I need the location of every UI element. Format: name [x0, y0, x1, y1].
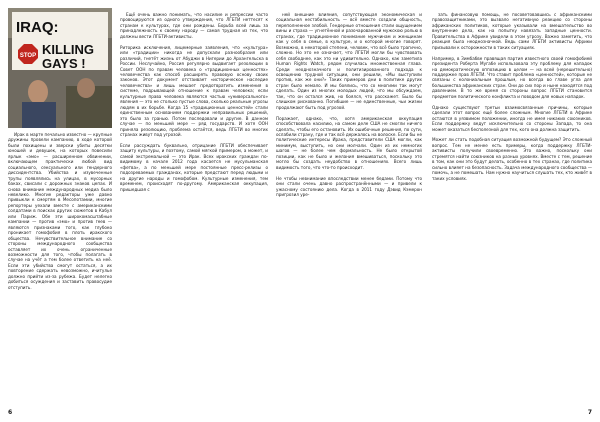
page-number-right: 7 [587, 409, 592, 416]
column-1-text: Ирак в марте печально известно — крупные дружины провели кампанию, в ходе которой были похищены и зверски убиты десятки юношей и девушек, на которых повесили ярлык «эмо» — расширенном обвинении, включающем практически любой вид социального, сексуального или гендерного диссидентства. Убийства и изувеченные трупы появлялись на улицах, в мусорных баках, свисали с дорожных знаков цепах. И снова внимание международных медиа было невелико. Многие редакторы уже давно привыкли к смертям в Месопотамии, многие репортеры уехали вместе с американскими солдатами в поисках других сюжетов в Кабул или Париж. Обе эти широкомасштабные кампании — против «эмо» и против геев — являются признаками того, как глубоко проникает гомофобия в плоть иракского общества. Нечувствительное внимание со стороны международного сообщества оставляет их очень ограниченные возможности для того, чтобы полагать в случае на учёт а тем более ответить на неё. Если эти убийства смогут остаться, а их повторение сдержать невозможно, ичитулье должно прийти из-за рубежа. Будет нелегко добиться осуждения и заставить правосудие отступить. [8, 132, 112, 290]
column-2 [120, 12, 268, 192]
sign-stop-text: STOP [19, 53, 37, 59]
column-4-text: зать финансовую помощь, не посоветовавшись с африканскими правозащитниками, это вызвало негативную реакцию со стороны африканских политиков, которые указывали на вмешательство во внутренние дела, как на попытку навязать западные ценности. Правительства в Африке увидели в этом угрозу. Важно заметить, что реакция была неоднозначной. Ведь сами ЛГБТИ активисты Африки призывали к осторожности в таких ситуациях. Например, в Зимбабве правящая партия известного своей гомофобией президента Роберта Мугабе использовала эту проблему для нападок на демократическую оппозицию в целом — на всей (нерешительно) поддержке прав ЛГБТИ. Что ставит проблема «ценностей», которые не связаны с колониальным прошлым, но всегда во главе угла для большинства африканских стран. Они до сих пор и ныне находятся под давлением. В то же время со стороны вопрос ЛГБТИ становится предметом политического конфликта и поводом для новых нападок. Однако существуют третьи взаимосвязанные причины, которые сделали этот вопрос ещё более сложным. Многие ЛГБТИ в Африке остаются в уязвимом положении, иногда не имея никаких союзников. Если поддержку ведут исключительно со стороны Запада, то она может оказаться бесполезной для тех, кого она должна защитить. Может ли стать подобная ситуация возможной будущем? Это сложный вопрос. Тем не менее есть примеры, когда поддержку ЛГБТИ-активисты получили своевременно. Это важно, поскольку они стремятся найти союзников на разных уровнях. Вместе с тем, решение в том, как они это будут делать, особенно в тех странах, где политика сильно влияет на безопасность. Задача международного сообщества — помочь, а не помешать. Нам нужно научиться слушать тех, кто живёт в таких условиях. [432, 12, 592, 181]
column-2-text: Ещё очень важно понимать, что насилие и репрессии часто провоцируются из одного утверждения, что ЛГБТИ неттесят к странам к культурах, где они рождены. Борьба всей лишь за принадлежность к своему народу — самая трудная из тех, что должны вести ЛГБТИ-активисты. Риторика исключения, лицемерные заявления, что «культура» или «традиции» никогда не допускали разнообразия или различий, гнетёт жизнь от Абуджи в Нигерии до Архангельска в России. Неслучайно, Россия регулярно выдвигает резолюции в Совет ООН по правам человека о «традиционных ценностях» человечества как способ расширять правовую основу своих законов. Этот документ отстаивает «историческое наследие человечества» и лишь мешает предотвратить изменения в системе, подрывающей отношение к правам человека; если культурные права человека являются частью «универсального» явления — это не столько пустые слова, сколько реальные угрозы людям в их борьбе. Когда 15 «традиционных ценностей» стали единственным основанием поддержки неправильных решений, это было за гранью. Потом последовали и другие. В данном случае — по меньшей мере — ряд государств. И хотя ООН приняла резолюцию, проблема остаётся, ведь ЛГБТИ во многих странах живут под угрозой. Если рассуждать буквально, отрицание ЛГБТИ обеспечивает защиту культуры, и поэтому, самой мягкой примером, а может, и самой экстремальной — это Ирак. Всех иракских граждан по-видимому в начале 2012 года касается не мусульманская «фетва», а по меньшей мере постоянные пресс-релизы о подозреваемых гражданах, которые предстают перед людьми и на другие народы и гомофобом. Культурные изменения, тем временем, происходят по-другому. Американская оккупация, пришедшая с [120, 12, 268, 192]
protest-sign-image [8, 8, 112, 128]
page-number-left: 6 [8, 409, 13, 416]
protest-photo [8, 8, 112, 128]
sign-gays-text: GAYS ! [42, 56, 86, 71]
column-1 [8, 132, 112, 290]
column-4 [432, 12, 592, 181]
sign-killing-text: KILLING [42, 42, 94, 57]
column-3 [276, 12, 422, 197]
sign-iraq-text: IRAQ: [16, 19, 59, 36]
column-3-text: ней внешние влияния, сопутствующая экономическая и социальная нестабильность — всё вместе создали общность, переполненное злобой. Гендерные отношения стали ощущением вины и страха — угнетённой и разочарованной мужскою ролью в странах, где традиционное понимание мужчинам и женщинам как у себя в семье, в культуре, и о которой многие говорят. Возможно, в некоторой степени, человек, что всё было трагично, сложно. Но это не означает, что ЛГБТИ могли бы чувствовать себя свободнее, как это ни удивительно. Однако, как заметила Human Rights Watch, рядом случилась множественная глава. Среди неоднозначного и политизированного подхода к освещению трудной ситуации, они решили, «Мы выступили против, как же они?» Таких примеров дни в политике других стран было немало. И мы боялись, что со многими так могут сделать. Один из многих молодых людей, что мы обсуждаем, так, что он остался жив, но боялся, что расскажет. Было бы слишком рискованно. Погибшие — не единственные, чьи жизни продолжают быть под угрозой. Поражает, однако, что, хотя американская оккупация способствовала насилию, на самом деле США не смогли ничего сделать, чтобы его остановить. Их ошибочные решения, по сути, ослабили страну, где и так всё держалось на волоске. Если бы не политические интересы Ирака, представители США могли, как минимум, выступить, но они молчали. Один из их немногих шагов — не более чем формальность. Не было открытой позиции, как не было и желания вмешиваться, поскольку это могло бы создать неудобство в отношениях. Всего лишь видимость того, что что-то происходит. Не чтобы невнимание впоследствии менее бедами. Потому что они стали очень давно распространёнными — и привели к ужасному состоянию дела. Когда в 2011 году Дэвид Кэмерон пригрозил уре- [276, 12, 422, 197]
